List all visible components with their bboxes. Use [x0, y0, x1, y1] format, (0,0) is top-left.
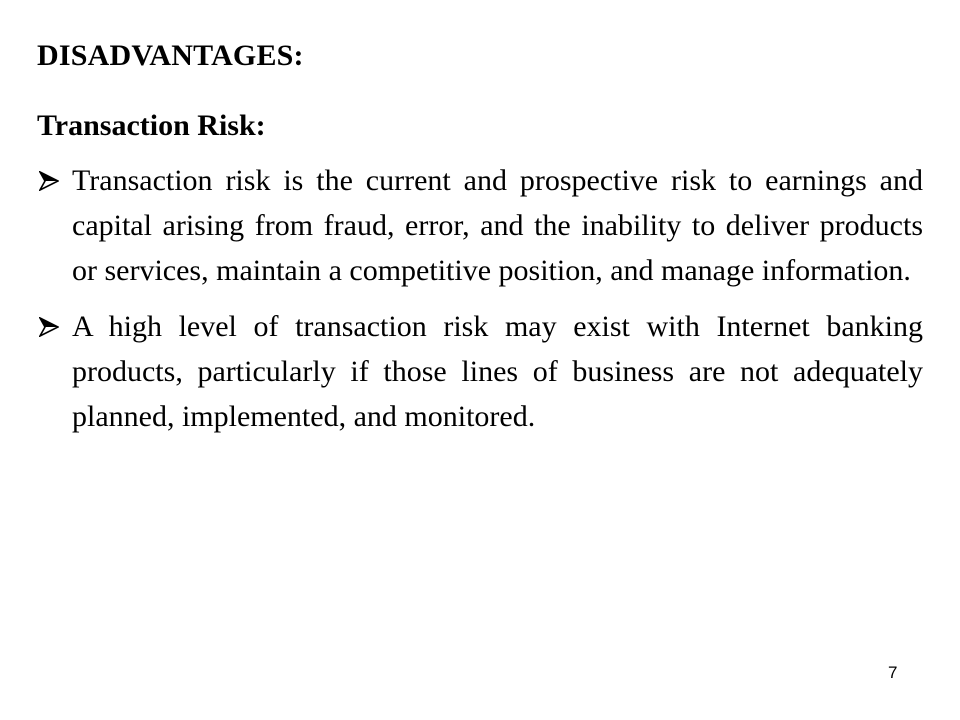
arrowhead-bullet-icon: [39, 317, 59, 337]
bullet-item: [37, 158, 923, 293]
bullet-item: [37, 304, 923, 439]
slide-subheading: Transaction Risk:: [37, 109, 266, 142]
slide-heading: DISADVANTAGES:: [37, 39, 304, 72]
bullet-text: A high level of transaction risk may exist with Internet banking products, particularly if those lines of business are not adequately planned, implemented, and monitored.: [72, 310, 923, 433]
bullet-text: Transaction risk is the current and prospective risk to earnings and capital arising from fraud, error, and the inability to deliver products or services, maintain a competitive position, and manage information.: [72, 164, 923, 287]
bullet-list: [37, 158, 923, 450]
page-number: 7: [888, 663, 898, 682]
arrowhead-bullet-icon: [39, 171, 59, 191]
